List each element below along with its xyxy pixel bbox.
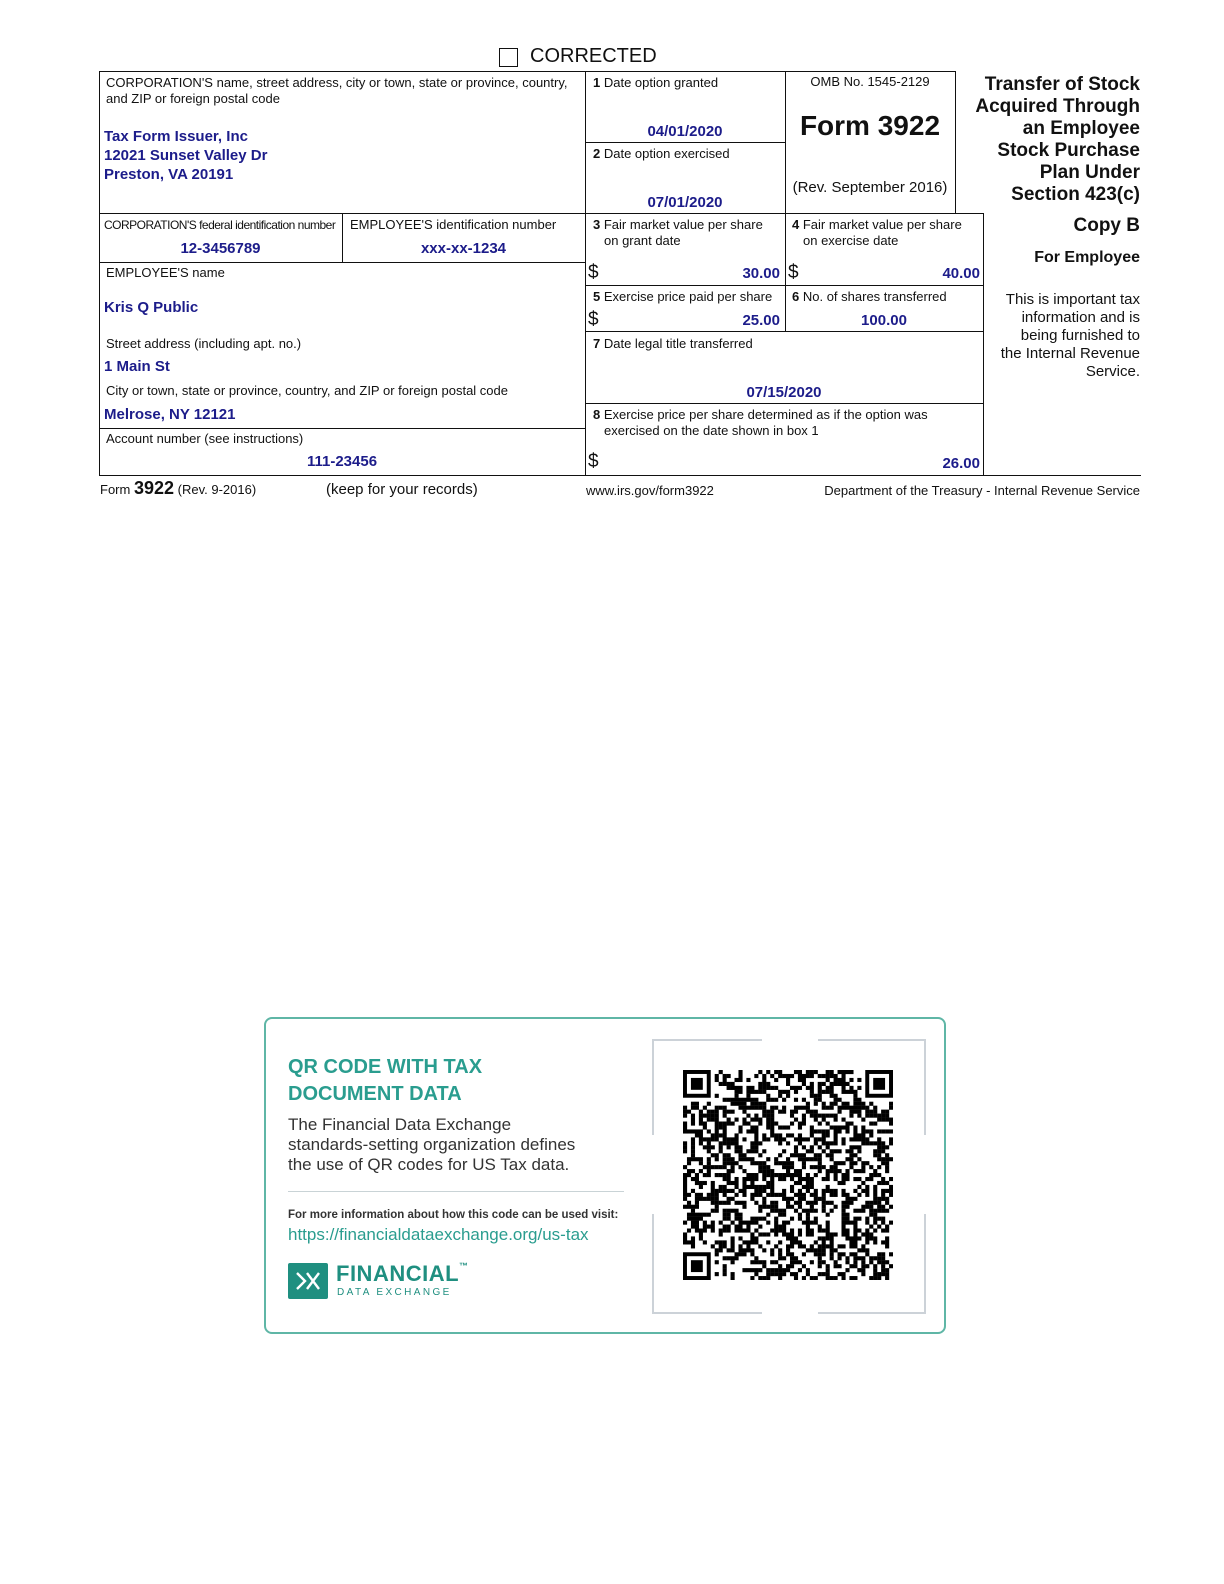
important-notice-line: information and is	[1021, 309, 1140, 326]
box1-text: Date option granted	[603, 75, 719, 90]
emp-id-label: EMPLOYEE'S identification number	[350, 217, 557, 232]
employee-name-value: Kris Q Public	[104, 299, 199, 316]
form-title-line: Plan Under	[1039, 162, 1140, 183]
box6-value: 100.00	[861, 312, 907, 329]
qr-card-link[interactable]: https://financialdataexchange.org/us-tax	[288, 1225, 589, 1244]
important-notice	[988, 291, 1140, 381]
city-label: City or town, state or province, country, and ZIP or foreign postal code	[106, 383, 508, 398]
qr-card-description-line: standards-setting organization defines	[288, 1135, 576, 1154]
box5-value: 25.00	[742, 312, 780, 329]
street-label: Street address (including apt. no.)	[106, 336, 302, 351]
box4-text-2: on exercise date	[803, 233, 899, 248]
fdx-logo-mark-icon	[288, 1263, 328, 1299]
qr-info-card	[264, 1017, 946, 1334]
box4-number: 4	[792, 217, 800, 232]
box1-value: 04/01/2020	[647, 123, 723, 140]
form-title-line: Acquired Through	[975, 96, 1140, 117]
form-revision: (Rev. September 2016)	[792, 179, 948, 196]
box8-number: 8	[593, 407, 601, 422]
box4-dollar: $	[788, 262, 799, 283]
box8-value: 26.00	[942, 455, 980, 472]
fed-id-label: CORPORATION'S federal identification number	[104, 218, 336, 232]
qr-card-description-line: the use of QR codes for US Tax data.	[288, 1155, 570, 1174]
box6-label	[792, 289, 947, 305]
form-title-line: Transfer of Stock	[984, 74, 1140, 95]
footer-form-id	[100, 478, 256, 499]
form-title	[958, 74, 1140, 206]
box7-text: Date legal title transferred	[603, 336, 753, 351]
box2-number: 2	[593, 146, 601, 161]
box3-text-2: on grant date	[604, 233, 681, 248]
box8-text-2: exercised on the date shown in box 1	[604, 423, 819, 438]
corrected-label: CORRECTED	[530, 45, 657, 67]
box5-dollar: $	[588, 309, 599, 330]
footer-revision: (Rev. 9-2016)	[177, 482, 257, 497]
for-employee-label: For Employee	[1034, 249, 1140, 266]
fed-id-value: 12-3456789	[180, 240, 261, 257]
box2-label	[593, 146, 730, 162]
fdx-logo-word	[336, 1261, 469, 1287]
corporation-label: CORPORATION'S name, street address, city or town, state or province, country, and ZIP or foreign postal code	[106, 75, 568, 106]
box6-number: 6	[792, 289, 800, 304]
qr-card-description-line: The Financial Data Exchange	[288, 1115, 512, 1134]
corporation-name: Tax Form Issuer, Inc	[104, 128, 248, 145]
box4-text: Fair market value per share	[802, 217, 962, 232]
box7-number: 7	[593, 336, 601, 351]
box4-label	[792, 217, 962, 249]
qr-card-heading	[288, 1054, 482, 1108]
box7-label	[593, 336, 753, 352]
box5-number: 5	[593, 289, 601, 304]
important-notice-line: the Internal Revenue	[1000, 345, 1140, 362]
form-title-line: Stock Purchase	[997, 140, 1140, 161]
qr-card-description	[288, 1115, 575, 1175]
important-notice-line: being furnished to	[1020, 327, 1140, 344]
emp-id-value: xxx-xx-1234	[420, 240, 507, 257]
box3-label	[593, 217, 763, 249]
fdx-logo	[288, 1263, 488, 1303]
employee-name-label: EMPLOYEE'S name	[106, 265, 225, 280]
omb-number: OMB No. 1545-2129	[810, 74, 930, 89]
copy-label: Copy B	[1073, 215, 1140, 236]
form-name: Form 3922	[799, 110, 941, 141]
box3-dollar: $	[588, 262, 599, 283]
qr-card-heading-line: DOCUMENT DATA	[288, 1083, 462, 1105]
corporation-city: Preston, VA 20191	[104, 166, 234, 183]
corrected-checkbox[interactable]	[499, 48, 518, 67]
box8-dollar: $	[588, 451, 599, 472]
street-value: 1 Main St	[104, 358, 170, 375]
box8-label	[593, 407, 928, 439]
footer-form-number: 3922	[133, 478, 175, 498]
box2-text: Date option exercised	[603, 146, 730, 161]
footer-keep: (keep for your records)	[326, 481, 478, 498]
important-notice-line: This is important tax	[1005, 291, 1140, 308]
account-value: 111-23456	[306, 453, 378, 470]
important-notice-line: Service.	[1085, 363, 1140, 380]
box1-label	[593, 75, 718, 91]
box5-text: Exercise price paid per share	[603, 289, 773, 304]
qr-card-heading-line: QR CODE WITH TAX	[288, 1056, 483, 1078]
box8-text: Exercise price per share determined as if the option was	[603, 407, 928, 422]
qr-card-more-info: For more information about how this code can be used visit:	[288, 1209, 619, 1221]
footer-url[interactable]: www.irs.gov/form3922	[586, 483, 714, 498]
fdx-logo-tm: ™	[459, 1261, 469, 1271]
box7-value: 07/15/2020	[746, 384, 822, 401]
box3-value: 30.00	[742, 265, 780, 282]
form-title-line: an Employee	[1022, 118, 1140, 139]
box3-text: Fair market value per share	[603, 217, 763, 232]
city-value: Melrose, NY 12121	[104, 406, 236, 423]
qr-code	[683, 1070, 893, 1280]
box4-value: 40.00	[942, 265, 980, 282]
box5-label	[593, 289, 772, 305]
footer-form-word: Form	[100, 482, 131, 497]
corporation-street: 12021 Sunset Valley Dr	[104, 147, 268, 164]
account-label: Account number (see instructions)	[106, 431, 304, 446]
form-title-line: Section 423(c)	[1011, 184, 1140, 205]
qr-card-divider	[288, 1191, 624, 1192]
box6-text: No. of shares transferred	[802, 289, 947, 304]
fdx-logo-word-text: FINANCIAL	[336, 1261, 460, 1286]
fdx-logo-subtitle: DATA EXCHANGE	[337, 1287, 452, 1298]
box2-value: 07/01/2020	[647, 194, 723, 211]
footer-department: Department of the Treasury - Internal Revenue Service	[824, 483, 1140, 498]
box3-number: 3	[593, 217, 601, 232]
box1-number: 1	[593, 75, 601, 90]
